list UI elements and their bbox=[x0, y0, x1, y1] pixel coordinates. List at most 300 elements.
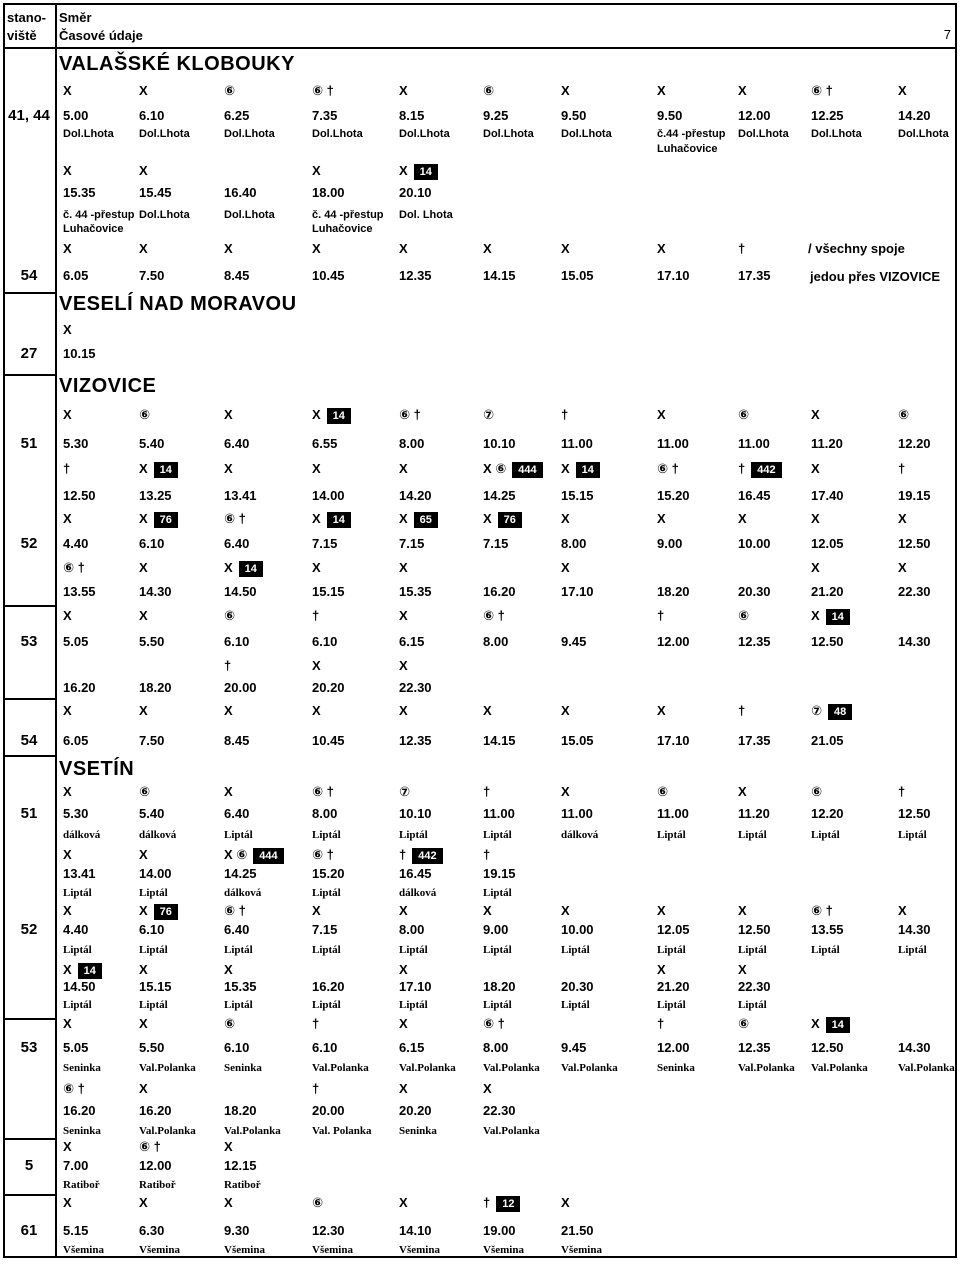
departure-time bbox=[898, 488, 931, 503]
departure-time-text: 9.50 bbox=[657, 108, 683, 123]
departure-time bbox=[898, 108, 931, 123]
service-symbol-text: X bbox=[898, 83, 907, 98]
departure-time-text: 11.00 bbox=[657, 436, 689, 451]
departure-time bbox=[224, 584, 257, 599]
departure-time bbox=[312, 866, 345, 881]
departure-time bbox=[657, 634, 690, 649]
route-note-text: Ratiboř bbox=[63, 1179, 100, 1191]
route-note-text: Seninka bbox=[63, 1062, 101, 1074]
departure-time-text: 12.50 bbox=[63, 488, 96, 503]
departure-time-text: 17.40 bbox=[811, 488, 844, 503]
departure-time-text: 6.10 bbox=[139, 108, 165, 123]
service-symbol bbox=[312, 847, 334, 863]
service-symbol bbox=[898, 784, 905, 799]
departure-time-text: 16.20 bbox=[312, 979, 345, 994]
departure-time bbox=[139, 488, 172, 503]
departure-time-text: 8.00 bbox=[483, 1040, 509, 1055]
service-symbol-text: X bbox=[399, 903, 408, 918]
service-symbol-text: X bbox=[224, 784, 233, 799]
departure-time bbox=[312, 108, 337, 123]
departure-time-text: 11.20 bbox=[811, 436, 843, 451]
departure-time bbox=[738, 584, 771, 599]
departure-time bbox=[139, 1223, 164, 1238]
route-note-text: Liptál bbox=[738, 999, 767, 1011]
route-note bbox=[139, 1125, 196, 1137]
departure-time bbox=[312, 268, 345, 283]
service-symbol-text: ⑦ bbox=[483, 407, 495, 422]
service-symbol bbox=[224, 962, 233, 977]
route-note-text: Všemina bbox=[483, 1244, 524, 1256]
service-symbol-text: † bbox=[898, 784, 906, 799]
service-symbol bbox=[483, 1016, 505, 1032]
departure-time-text: 16.20 bbox=[63, 680, 96, 695]
route-note-text: Val.Polanka bbox=[898, 1062, 955, 1074]
departure-time bbox=[63, 346, 96, 361]
route-note bbox=[483, 999, 512, 1011]
route-note bbox=[312, 999, 341, 1011]
departure-time-text: 7.15 bbox=[483, 536, 509, 551]
service-symbol-text: X bbox=[657, 962, 666, 977]
service-symbol-text: ⑥ † bbox=[811, 83, 833, 98]
departure-time-text: 15.15 bbox=[139, 979, 172, 994]
service-symbol-text: X bbox=[483, 903, 492, 918]
route-note bbox=[483, 944, 512, 956]
route-remark: / všechny spoje bbox=[808, 241, 905, 256]
route-note-text: dálková bbox=[224, 887, 262, 899]
service-symbol-text: X bbox=[63, 1139, 72, 1154]
service-symbol-text: X bbox=[561, 784, 570, 799]
service-symbol bbox=[224, 1016, 235, 1032]
service-symbol bbox=[399, 903, 408, 918]
departure-time-text: 17.10 bbox=[399, 979, 432, 994]
departure-time-text: 16.45 bbox=[399, 866, 432, 881]
departure-time-text: 6.55 bbox=[312, 436, 338, 451]
departure-time bbox=[312, 185, 345, 200]
route-note bbox=[399, 944, 428, 956]
departure-time bbox=[224, 1158, 257, 1173]
route-note-text: Liptál bbox=[483, 829, 512, 841]
route-note-text: Luhačovice bbox=[63, 223, 124, 235]
departure-time-text: 20.00 bbox=[312, 1103, 345, 1118]
service-symbol-text: X bbox=[139, 1081, 148, 1096]
departure-time bbox=[561, 634, 586, 649]
route-note bbox=[224, 1125, 281, 1137]
service-symbol-text: † bbox=[483, 847, 491, 862]
route-note-text: Luhačovice bbox=[657, 143, 718, 155]
departure-time-text: 5.40 bbox=[139, 436, 165, 451]
departure-time bbox=[63, 488, 96, 503]
departure-time-text: 14.50 bbox=[224, 584, 257, 599]
service-symbol bbox=[561, 560, 570, 575]
departure-time-text: 16.20 bbox=[139, 1103, 172, 1118]
departure-time bbox=[561, 1223, 594, 1238]
service-symbol bbox=[483, 1081, 492, 1096]
route-note bbox=[483, 887, 512, 899]
service-symbol-text: X bbox=[139, 241, 148, 256]
departure-time bbox=[483, 436, 516, 451]
departure-time-text: 5.30 bbox=[63, 436, 89, 451]
departure-time-text: 12.20 bbox=[811, 806, 844, 821]
service-symbol-text: X bbox=[139, 83, 148, 98]
departure-time-text: 5.05 bbox=[63, 634, 89, 649]
service-symbol-text: X bbox=[139, 608, 148, 623]
service-symbol bbox=[811, 903, 833, 919]
service-symbol bbox=[657, 903, 666, 918]
route-note bbox=[63, 829, 100, 841]
service-symbol-text: ⑥ bbox=[139, 407, 151, 422]
service-symbol-text: ⑥ † bbox=[657, 461, 679, 476]
departure-time-text: 15.20 bbox=[312, 866, 345, 881]
route-note-text: Liptál bbox=[738, 829, 767, 841]
service-symbol-text: ⑥ † bbox=[811, 903, 833, 918]
departure-time bbox=[399, 979, 432, 994]
departure-time bbox=[561, 268, 594, 283]
departure-time-text: 14.20 bbox=[399, 488, 432, 503]
service-symbol-text: X bbox=[63, 703, 72, 718]
service-symbol-text: X bbox=[312, 903, 321, 918]
service-symbol-text: X bbox=[224, 407, 233, 422]
departure-time-text: 5.05 bbox=[63, 1040, 89, 1055]
departure-time bbox=[312, 806, 337, 821]
departure-time bbox=[483, 108, 508, 123]
service-symbol bbox=[224, 658, 231, 673]
route-note-text: Dol.Lhota bbox=[483, 128, 534, 140]
departure-time bbox=[657, 108, 682, 123]
service-symbol bbox=[63, 784, 72, 799]
departure-time bbox=[312, 922, 337, 937]
departure-time bbox=[898, 1040, 931, 1055]
departure-time-text: 9.00 bbox=[483, 922, 509, 937]
service-symbol bbox=[139, 784, 150, 800]
station-number: 27 bbox=[20, 345, 38, 362]
footnote-badge: 444 bbox=[253, 848, 283, 864]
route-note bbox=[657, 944, 686, 956]
service-symbol bbox=[224, 511, 246, 527]
departure-time bbox=[561, 584, 594, 599]
departure-time-text: 10.10 bbox=[399, 806, 432, 821]
departure-time-text: 20.20 bbox=[399, 1103, 432, 1118]
service-symbol bbox=[63, 163, 72, 178]
route-note-text: Dol.Lhota bbox=[224, 128, 275, 140]
departure-time-text: 9.30 bbox=[224, 1223, 250, 1238]
service-symbol-text: X bbox=[63, 1195, 72, 1210]
departure-time bbox=[63, 1223, 88, 1238]
departure-time-text: 5.15 bbox=[63, 1223, 89, 1238]
departure-time bbox=[312, 436, 337, 451]
departure-time bbox=[399, 488, 432, 503]
service-symbol bbox=[224, 83, 235, 99]
service-symbol-text: X bbox=[139, 847, 148, 862]
service-symbol-text: X bbox=[224, 461, 233, 476]
station-number: 51 bbox=[20, 435, 38, 452]
departure-time bbox=[63, 680, 96, 695]
route-note-text: Val.Polanka bbox=[483, 1062, 540, 1074]
departure-time bbox=[399, 680, 432, 695]
departure-time-text: 9.45 bbox=[561, 634, 587, 649]
station-number: 51 bbox=[20, 805, 38, 822]
departure-time-text: 8.00 bbox=[561, 536, 587, 551]
route-note-text: č. 44 -přestup bbox=[312, 209, 384, 221]
route-note bbox=[898, 829, 927, 841]
departure-time-text: 12.35 bbox=[399, 268, 432, 283]
route-note-text: Dol.Lhota bbox=[63, 128, 114, 140]
service-symbol-text: X bbox=[63, 962, 72, 977]
service-symbol-text: ⑥ bbox=[224, 83, 236, 98]
route-note bbox=[483, 829, 512, 841]
page-number: 7 bbox=[943, 27, 951, 42]
departure-time bbox=[657, 733, 690, 748]
departure-time bbox=[738, 979, 771, 994]
service-symbol bbox=[483, 608, 505, 624]
service-symbol-text: X bbox=[139, 560, 148, 575]
service-symbol-text: X bbox=[224, 962, 233, 977]
section-title: VIZOVICE bbox=[59, 375, 157, 397]
departure-time-text: 11.00 bbox=[483, 806, 515, 821]
service-symbol bbox=[561, 461, 600, 478]
footnote-badge: 14 bbox=[154, 462, 178, 478]
route-note bbox=[63, 128, 114, 140]
departure-time-text: 12.00 bbox=[657, 1040, 690, 1055]
route-note bbox=[139, 1062, 196, 1074]
route-note bbox=[738, 128, 789, 140]
route-note bbox=[312, 1125, 372, 1137]
service-symbol bbox=[312, 1195, 323, 1211]
service-symbol-text: X bbox=[399, 1081, 408, 1096]
service-symbol-text: X bbox=[657, 407, 666, 422]
route-note-text: Val.Polanka bbox=[139, 1062, 196, 1074]
departure-time bbox=[483, 866, 516, 881]
service-symbol-text: ⑥ † bbox=[483, 608, 505, 623]
departure-time-text: 19.15 bbox=[898, 488, 931, 503]
route-note-text: Dol.Lhota bbox=[738, 128, 789, 140]
departure-time bbox=[63, 584, 96, 599]
departure-time bbox=[811, 108, 844, 123]
service-symbol bbox=[139, 461, 178, 478]
departure-time-text: 16.45 bbox=[738, 488, 771, 503]
route-note-text: Liptál bbox=[483, 999, 512, 1011]
service-symbol bbox=[63, 560, 85, 576]
service-symbol bbox=[63, 461, 70, 476]
service-symbol-text: ⑥ bbox=[224, 608, 236, 623]
service-symbol bbox=[483, 703, 492, 718]
route-note bbox=[63, 887, 92, 899]
departure-time bbox=[139, 436, 164, 451]
service-symbol-text: ⑥ † bbox=[483, 1016, 505, 1031]
departure-time bbox=[139, 866, 172, 881]
route-note-text: Seninka bbox=[657, 1062, 695, 1074]
service-symbol-text: X bbox=[399, 658, 408, 673]
footnote-badge: 14 bbox=[239, 561, 263, 577]
service-symbol bbox=[483, 784, 490, 799]
departure-time bbox=[312, 733, 345, 748]
route-note-text: Seninka bbox=[399, 1125, 437, 1137]
route-note bbox=[224, 209, 275, 221]
departure-time-text: 21.20 bbox=[811, 584, 844, 599]
departure-time bbox=[898, 584, 931, 599]
service-symbol-text: X bbox=[312, 241, 321, 256]
service-symbol bbox=[657, 1016, 664, 1031]
route-note bbox=[312, 944, 341, 956]
service-symbol bbox=[399, 608, 408, 623]
departure-time bbox=[561, 922, 594, 937]
departure-time-text: 13.25 bbox=[139, 488, 172, 503]
service-symbol-text: ⑥ bbox=[738, 407, 750, 422]
route-note-text: Val.Polanka bbox=[811, 1062, 868, 1074]
route-note bbox=[139, 209, 190, 221]
route-note-text: Liptál bbox=[399, 944, 428, 956]
station-column bbox=[5, 5, 57, 1256]
station-number: 52 bbox=[20, 535, 38, 552]
service-symbol-text: X bbox=[312, 703, 321, 718]
route-note-text: Dol.Lhota bbox=[139, 128, 190, 140]
section-title: VESELÍ NAD MORAVOU bbox=[59, 293, 297, 315]
service-symbol-text: † bbox=[657, 608, 665, 623]
departure-time-text: 14.00 bbox=[312, 488, 345, 503]
departure-time bbox=[811, 584, 844, 599]
departure-time-text: 12.50 bbox=[898, 806, 931, 821]
service-symbol bbox=[561, 784, 570, 799]
service-symbol-text: † bbox=[224, 658, 232, 673]
departure-time-text: 11.20 bbox=[738, 806, 770, 821]
departure-time bbox=[657, 979, 690, 994]
route-note-text: Všemina bbox=[312, 1244, 353, 1256]
departure-time-text: 12.30 bbox=[312, 1223, 345, 1238]
departure-time-text: 19.15 bbox=[483, 866, 516, 881]
departure-time bbox=[224, 185, 257, 200]
service-symbol-text: X bbox=[811, 608, 820, 623]
departure-time bbox=[811, 733, 844, 748]
departure-time-text: 9.50 bbox=[561, 108, 587, 123]
route-note-text: Liptál bbox=[898, 829, 927, 841]
service-symbol bbox=[312, 1016, 319, 1031]
departure-time bbox=[63, 1158, 88, 1173]
departure-time-text: 14.10 bbox=[399, 1223, 432, 1238]
service-symbol bbox=[312, 784, 334, 800]
service-symbol bbox=[224, 461, 233, 476]
service-symbol bbox=[738, 903, 747, 918]
header-direction-line1: Směr bbox=[59, 10, 92, 25]
route-note-text: Val.Polanka bbox=[399, 1062, 456, 1074]
service-symbol bbox=[224, 560, 263, 577]
route-note-text: Dol.Lhota bbox=[139, 209, 190, 221]
service-symbol bbox=[139, 703, 148, 718]
service-symbol-text: X bbox=[561, 903, 570, 918]
service-symbol-text: † bbox=[898, 461, 906, 476]
service-symbol-text: † bbox=[312, 1081, 320, 1096]
departure-time bbox=[483, 488, 516, 503]
departure-time-text: 14.25 bbox=[483, 488, 516, 503]
footnote-badge: 14 bbox=[78, 963, 102, 979]
route-note-text: Liptál bbox=[312, 887, 341, 899]
service-symbol-text: † bbox=[738, 241, 746, 256]
departure-time bbox=[657, 536, 682, 551]
route-note bbox=[657, 1062, 695, 1074]
route-note-text: Ratiboř bbox=[139, 1179, 176, 1191]
departure-time bbox=[224, 634, 249, 649]
departure-time-text: 18.20 bbox=[483, 979, 516, 994]
service-symbol bbox=[399, 83, 408, 98]
departure-time bbox=[399, 1040, 424, 1055]
service-symbol bbox=[399, 847, 443, 864]
service-symbol-text: X bbox=[63, 407, 72, 422]
service-symbol bbox=[657, 703, 666, 718]
departure-time-text: 15.05 bbox=[561, 733, 594, 748]
departure-time-text: 12.00 bbox=[657, 634, 690, 649]
service-symbol-text: X bbox=[561, 1195, 570, 1210]
departure-time-text: 21.05 bbox=[811, 733, 844, 748]
departure-time bbox=[399, 185, 432, 200]
footnote-badge: 14 bbox=[327, 408, 351, 424]
service-symbol-text: † bbox=[399, 847, 407, 862]
route-note bbox=[399, 209, 453, 221]
departure-time bbox=[738, 488, 771, 503]
departure-time bbox=[483, 1223, 516, 1238]
departure-time bbox=[63, 979, 96, 994]
service-symbol-text: ⑥ bbox=[811, 784, 823, 799]
service-symbol bbox=[738, 1016, 749, 1032]
departure-time-text: 14.30 bbox=[139, 584, 172, 599]
departure-time bbox=[224, 536, 249, 551]
route-note-text: dálková bbox=[63, 829, 101, 841]
station-number: 52 bbox=[20, 921, 38, 938]
departure-time-text: 9.45 bbox=[561, 1040, 587, 1055]
route-note bbox=[738, 999, 767, 1011]
route-note bbox=[483, 1125, 540, 1137]
departure-time bbox=[738, 922, 771, 937]
departure-time bbox=[483, 922, 508, 937]
service-symbol bbox=[738, 407, 749, 423]
service-symbol bbox=[63, 1016, 72, 1031]
departure-time-text: 6.40 bbox=[224, 806, 250, 821]
service-symbol bbox=[898, 407, 909, 423]
service-symbol bbox=[139, 847, 148, 862]
service-symbol bbox=[139, 407, 150, 423]
route-note-text: Všemina bbox=[561, 1244, 602, 1256]
service-symbol bbox=[312, 703, 321, 718]
service-symbol-text: ⑦ bbox=[399, 784, 411, 799]
section-title: VALAŠSKÉ KLOBOUKY bbox=[59, 53, 295, 75]
service-symbol bbox=[811, 83, 833, 99]
service-symbol bbox=[399, 962, 408, 977]
departure-time bbox=[399, 268, 432, 283]
departure-time-text: 6.05 bbox=[63, 268, 89, 283]
service-symbol-text: X bbox=[811, 511, 820, 526]
departure-time-text: 18.20 bbox=[224, 1103, 257, 1118]
departure-time bbox=[312, 680, 345, 695]
route-note bbox=[224, 829, 253, 841]
service-symbol-text: X bbox=[399, 163, 408, 178]
route-note-text: Liptál bbox=[312, 829, 341, 841]
service-symbol bbox=[483, 83, 494, 99]
departure-time bbox=[399, 634, 424, 649]
service-symbol bbox=[63, 1139, 72, 1154]
route-note bbox=[898, 1062, 955, 1074]
service-symbol-text: X bbox=[139, 511, 148, 526]
route-note bbox=[312, 223, 373, 235]
service-symbol bbox=[399, 241, 408, 256]
departure-time bbox=[561, 488, 594, 503]
departure-time bbox=[63, 536, 88, 551]
route-note-text: Liptál bbox=[312, 944, 341, 956]
departure-time-text: 10.45 bbox=[312, 733, 345, 748]
service-symbol bbox=[399, 1081, 408, 1096]
route-note-text: Všemina bbox=[139, 1244, 180, 1256]
footnote-badge: 442 bbox=[751, 462, 781, 478]
departure-time bbox=[657, 268, 690, 283]
service-symbol-text: ⑥ bbox=[738, 1016, 750, 1031]
route-note bbox=[561, 1244, 602, 1256]
service-symbol bbox=[483, 407, 494, 423]
